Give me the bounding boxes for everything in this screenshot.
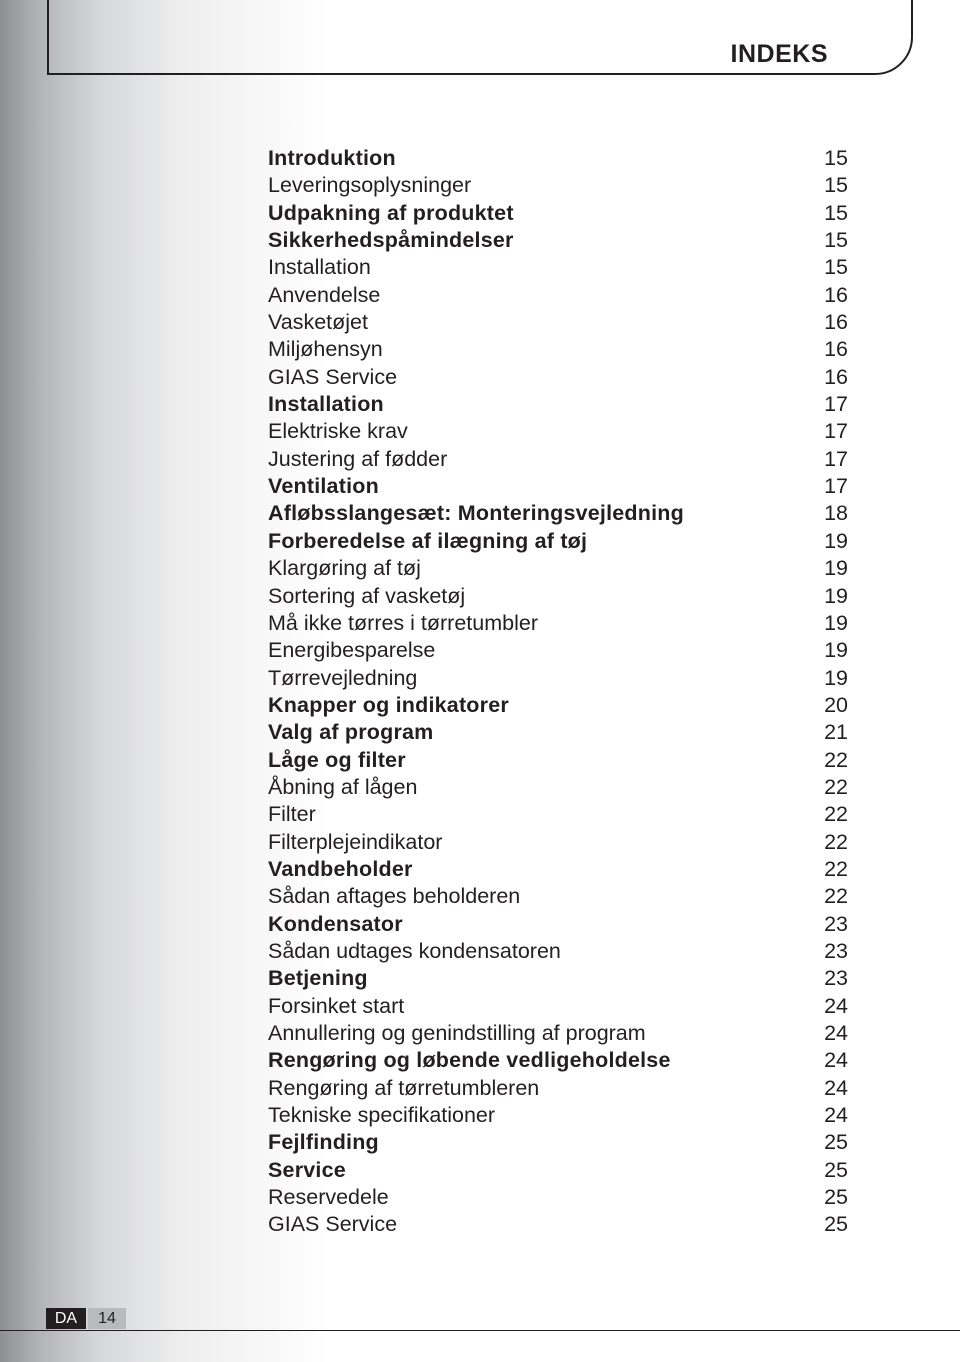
toc-entry-title: Anvendelse (268, 282, 381, 307)
toc-entry[interactable] (268, 336, 848, 363)
toc-entry[interactable] (268, 610, 848, 637)
toc-entry-page: 22 (824, 856, 848, 881)
toc-entry[interactable] (268, 856, 848, 883)
toc-entry-title: Annullering og genindstilling af program (268, 1021, 646, 1045)
toc-entry-title: Vandbeholder (268, 856, 413, 881)
toc-entry-page: 22 (824, 829, 848, 854)
toc-entry[interactable] (268, 801, 848, 828)
toc-entry-title: Betjening (268, 966, 368, 991)
toc-entry[interactable] (268, 200, 848, 227)
toc-entry-page: 15 (824, 200, 848, 225)
toc-entry-title: Ventilation (268, 474, 379, 499)
toc-entry[interactable] (268, 911, 848, 938)
table-of-contents (268, 145, 848, 1239)
language-badge: DA (46, 1308, 86, 1329)
toc-entry-title: Leveringsoplysninger (268, 173, 472, 198)
toc-entry-title: Installation (268, 392, 384, 417)
toc-entry[interactable] (268, 774, 848, 801)
footer-badge (46, 1308, 126, 1329)
toc-entry-page: 19 (824, 665, 848, 690)
toc-entry-page: 16 (824, 364, 848, 389)
toc-entry[interactable] (268, 829, 848, 856)
toc-entry-page: 20 (824, 692, 848, 717)
toc-entry-title: Installation (268, 255, 371, 280)
toc-entry-title: Udpakning af produktet (268, 200, 514, 225)
toc-entry-page: 16 (824, 282, 848, 307)
toc-entry[interactable] (268, 1211, 848, 1238)
toc-entry-title: Introduktion (268, 146, 396, 170)
toc-entry-page: 23 (824, 938, 848, 963)
toc-entry-title: Afløbsslangesæt: Monteringsvejledning (268, 501, 684, 526)
toc-entry[interactable] (268, 1157, 848, 1184)
toc-entry-page: 17 (824, 474, 848, 499)
toc-entry[interactable] (268, 583, 848, 610)
toc-entry-page: 19 (824, 583, 848, 608)
toc-entry[interactable] (268, 172, 848, 199)
toc-entry[interactable] (268, 665, 848, 692)
toc-entry-page: 19 (824, 556, 848, 581)
toc-entry-page: 15 (824, 255, 848, 280)
toc-entry-page: 15 (824, 228, 848, 253)
toc-entry-title: Filterplejeindikator (268, 829, 443, 854)
toc-entry[interactable] (268, 145, 848, 172)
toc-entry[interactable] (268, 528, 848, 555)
toc-entry-page: 25 (824, 1185, 848, 1210)
toc-entry[interactable] (268, 227, 848, 254)
toc-entry[interactable] (268, 309, 848, 336)
toc-entry[interactable] (268, 883, 848, 910)
toc-entry[interactable] (268, 446, 848, 473)
toc-entry[interactable] (268, 719, 848, 746)
toc-entry-page: 24 (824, 1103, 848, 1128)
toc-entry-title: Justering af fødder (268, 446, 448, 471)
toc-entry-page: 22 (824, 884, 848, 909)
toc-entry-title: Må ikke tørres i tørretumbler (268, 610, 538, 635)
toc-entry-title: Låge og filter (268, 747, 406, 772)
toc-entry[interactable] (268, 500, 848, 527)
toc-entry-page: 23 (824, 966, 848, 991)
page-title: INDEKS (730, 40, 828, 68)
toc-entry-title: Forberedelse af ilægning af tøj (268, 528, 588, 553)
toc-entry-page: 16 (824, 337, 848, 362)
toc-entry-title: GIAS Service (268, 364, 398, 389)
toc-entry-title: Sådan aftages beholderen (268, 884, 521, 909)
toc-entry[interactable] (268, 1020, 848, 1047)
toc-entry-title: Knapper og indikatorer (268, 692, 509, 717)
toc-entry-title: Kondensator (268, 911, 403, 936)
toc-entry-title: Fejlfinding (268, 1130, 379, 1155)
toc-entry-title: Rengøring og løbende vedligeholdelse (268, 1048, 671, 1073)
toc-entry-page: 24 (824, 1075, 848, 1100)
toc-entry[interactable] (268, 254, 848, 281)
toc-entry-page: 17 (824, 392, 848, 417)
toc-entry-page: 17 (824, 419, 848, 444)
toc-entry-title: Vasketøjet (268, 310, 368, 335)
toc-entry[interactable] (268, 747, 848, 774)
toc-entry[interactable] (268, 473, 848, 500)
toc-entry-page: 23 (824, 911, 848, 936)
toc-entry-page: 15 (824, 146, 848, 170)
toc-entry-title: GIAS Service (268, 1212, 398, 1237)
toc-entry-page: 25 (824, 1212, 848, 1237)
footer-rule (0, 1330, 960, 1331)
toc-entry-page: 24 (824, 993, 848, 1018)
toc-entry-title: Energibesparelse (268, 638, 436, 663)
toc-entry-title: Sikkerhedspåmindelser (268, 228, 514, 253)
toc-entry-page: 25 (824, 1130, 848, 1155)
toc-entry-page: 16 (824, 310, 848, 335)
toc-entry[interactable] (268, 282, 848, 309)
toc-entry-page: 18 (824, 501, 848, 526)
toc-entry-page: 21 (824, 720, 848, 745)
toc-entry-title: Sådan udtages kondensatoren (268, 938, 561, 963)
toc-entry[interactable] (268, 391, 848, 418)
toc-entry-title: Service (268, 1157, 346, 1182)
toc-entry-page: 17 (824, 446, 848, 471)
toc-entry[interactable] (268, 637, 848, 664)
toc-entry-page: 15 (824, 173, 848, 198)
toc-entry[interactable] (268, 555, 848, 582)
toc-entry-title: Forsinket start (268, 993, 405, 1018)
toc-entry-page: 19 (824, 638, 848, 663)
toc-entry-title: Valg af program (268, 720, 434, 745)
toc-entry[interactable] (268, 1047, 848, 1074)
toc-entry-title: Tekniske specifikationer (268, 1103, 496, 1128)
toc-entry-title: Rengøring af tørretumbleren (268, 1075, 540, 1100)
toc-entry[interactable] (268, 1129, 848, 1156)
toc-entry-title: Sortering af vasketøj (268, 583, 466, 608)
toc-entry[interactable] (268, 692, 848, 719)
toc-entry-title: Tørrevejledning (268, 665, 418, 690)
toc-entry[interactable] (268, 364, 848, 391)
toc-entry-page: 24 (824, 1021, 848, 1045)
toc-entry-page: 22 (824, 802, 848, 827)
toc-entry-title: Elektriske krav (268, 419, 408, 444)
toc-entry-title: Åbning af lågen (268, 774, 418, 799)
toc-entry[interactable] (268, 1102, 848, 1129)
toc-entry-page: 22 (824, 774, 848, 799)
toc-entry-page: 19 (824, 610, 848, 635)
toc-entry-title: Reservedele (268, 1185, 389, 1210)
toc-entry[interactable] (268, 418, 848, 445)
toc-entry-title: Filter (268, 802, 316, 827)
toc-entry-title: Miljøhensyn (268, 337, 383, 362)
toc-entry-page: 22 (824, 747, 848, 772)
toc-entry[interactable] (268, 938, 848, 965)
toc-entry[interactable] (268, 1075, 848, 1102)
page-number-badge: 14 (88, 1308, 126, 1329)
toc-entry-page: 25 (824, 1157, 848, 1182)
toc-entry[interactable] (268, 1184, 848, 1211)
toc-entry[interactable] (268, 993, 848, 1020)
toc-entry-page: 24 (824, 1048, 848, 1073)
toc-entry[interactable] (268, 965, 848, 992)
toc-entry-title: Klargøring af tøj (268, 556, 421, 581)
toc-entry-page: 19 (824, 528, 848, 553)
